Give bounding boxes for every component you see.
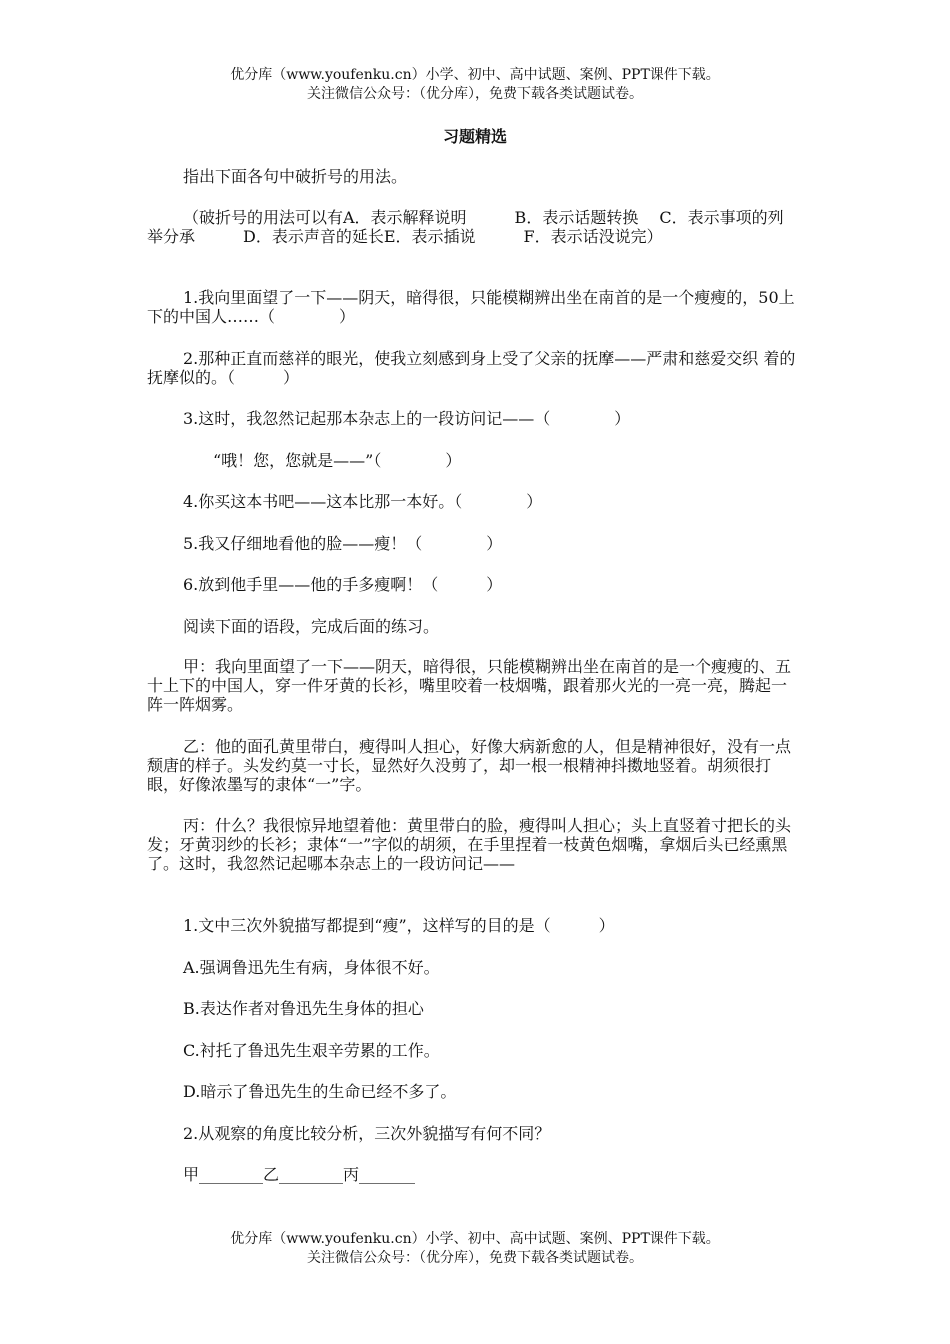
answer-line: 甲________乙________丙_______ xyxy=(183,1165,416,1184)
question-2: 2.那种正直而慈祥的眼光，使我立刻感到身上受了父亲的抚摩——严肃和慈爱交织 着的抚摩似的。（ ） xyxy=(147,349,796,387)
page-title: 习题精选 xyxy=(442,127,507,146)
question-6: 6.放到他手里——他的手多瘦啊！（ ） xyxy=(183,575,503,594)
question-4: 4.你买这本书吧——这本比那一本好。（ ） xyxy=(183,492,543,511)
footer-line-1: 优分库（www.youfenku.cn）小学、初中、高中试题、案例、PPT课件下载。 xyxy=(230,1231,720,1247)
reading-question-1: 1.文中三次外貌描写都提到“瘦”，这样写的目的是（ ） xyxy=(183,916,615,935)
question-1: 1.我向里面望了一下——阴天，暗得很，只能模糊辨出坐在南首的是一个瘦瘦的，50上下的中国人……（ ） xyxy=(147,288,795,326)
footer-line-2: 关注微信公众号：（优分库），免费下载各类试题试卷。 xyxy=(307,1250,643,1266)
question-3: 3.这时，我忽然记起那本杂志上的一段访问记——（ ） xyxy=(183,409,631,428)
option-a: A.强调鲁迅先生有病，身体很不好。 xyxy=(183,958,440,977)
dash-usage-hint: （破折号的用法可以有A．表示解释说明 B．表示话题转换 C．表示事项的列举分承 D．表示声音的延长E．表示插说 F．表示话没说完） xyxy=(147,208,784,246)
header-line-2: 关注微信公众号：（优分库），免费下载各类试题试卷。 xyxy=(307,86,643,102)
part1-instruction: 指出下面各句中破折号的用法。 xyxy=(183,167,408,186)
header-line-1: 优分库（www.youfenku.cn）小学、初中、高中试题、案例、PPT课件下载。 xyxy=(230,67,720,83)
option-d: D.暗示了鲁迅先生的生命已经不多了。 xyxy=(183,1082,457,1101)
page-header xyxy=(0,66,950,104)
passage-bing: 丙：什么？我很惊异地望着他：黄里带白的脸，瘦得叫人担心；头上直竖着寸把长的头发；牙黄羽纱的长衫；隶体“一”字似的胡须，在手里捏着一枝黄色烟嘴，拿烟后头已经熏黑了。这时，我忽然记起哪本杂志上的一段访问记—— xyxy=(147,816,792,873)
option-c: C.衬托了鲁迅先生艰辛劳累的工作。 xyxy=(183,1041,440,1060)
option-b: B.表达作者对鲁迅先生身体的担心 xyxy=(183,999,424,1018)
page-footer xyxy=(0,1230,950,1268)
part2-instruction: 阅读下面的语段，完成后面的练习。 xyxy=(183,617,440,636)
passage-yi: 乙：他的面孔黄里带白，瘦得叫人担心，好像大病新愈的人，但是精神很好，没有一点颓唐的样子。头发约莫一寸长，显然好久没剪了，却一根一根精神抖擞地竖着。胡须很打眼，好像浓墨写的隶体“一”字。 xyxy=(147,737,792,794)
question-3-sub: “哦！您，您就是——”（ ） xyxy=(213,451,462,470)
passage-jia: 甲：我向里面望了一下——阴天，暗得很，只能模糊辨出坐在南首的是一个瘦瘦的、五十上下的中国人，穿一件牙黄的长衫，嘴里咬着一枝烟嘴，跟着那火光的一亮一亮，腾起一阵一阵烟雾。 xyxy=(147,657,792,714)
reading-question-2: 2.从观察的角度比较分析，三次外貌描写有何不同？ xyxy=(183,1124,551,1143)
question-5: 5.我又仔细地看他的脸——瘦！（ ） xyxy=(183,534,503,553)
